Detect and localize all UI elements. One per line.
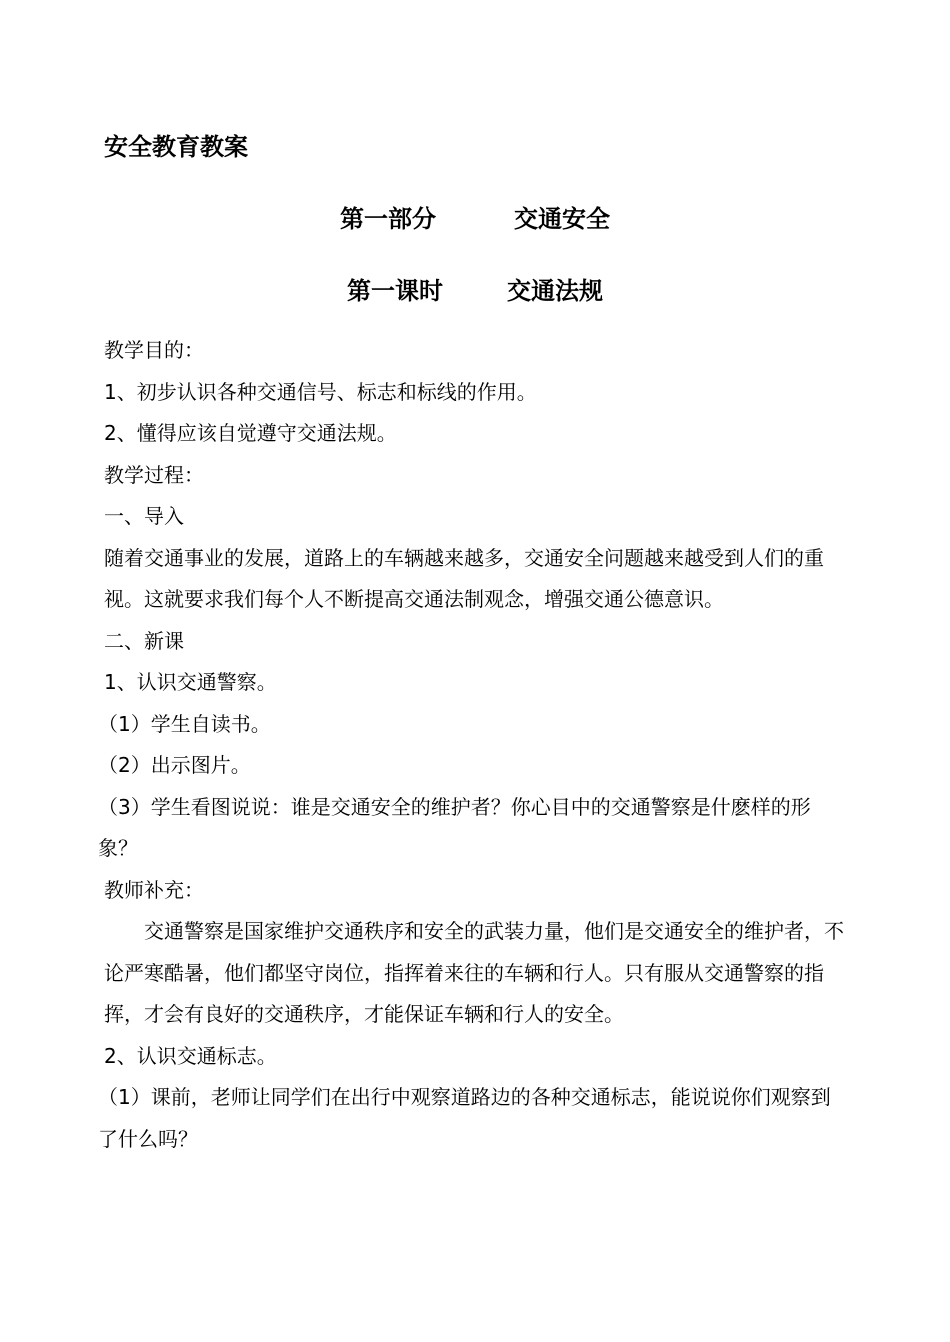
part-heading-topic: 交通安全 <box>514 205 610 233</box>
lesson-step-2-item-1: （1）课前，老师让同学们在出行中观察道路边的各种交通标志，能说说你们观察到了什么吗？ <box>98 1085 831 1151</box>
teacher-supplement-label: 教师补充： <box>104 877 204 902</box>
section-label-objectives: 教学目的： <box>104 338 204 362</box>
objective-item-1: 1、初步认识各种交通信号、标志和标线的作用。 <box>104 379 537 404</box>
lesson-step-1-item-2: （2）出示图片。 <box>98 753 251 777</box>
subheading-new-lesson: 二、新课 <box>104 628 184 653</box>
lesson-step-1-item-3: （3）学生看图说说：谁是交通安全的维护者？你心目中的交通警察是什麽样的形象？ <box>98 794 811 860</box>
lesson-heading <box>0 274 950 308</box>
lesson-step-1: 1、认识交通警察。 <box>104 670 277 694</box>
document-title: 安全教育教案 <box>104 133 248 161</box>
lesson-heading-label: 第一课时 <box>347 277 443 305</box>
document-body <box>98 330 849 1160</box>
section-label-process: 教学过程： <box>104 462 204 487</box>
part-heading <box>0 202 950 236</box>
teacher-supplement-paragraph: 交通警察是国家维护交通秩序和安全的武装力量，他们是交通安全的维护者，不论严寒酷暑，他们都坚守岗位，指挥着来往的车辆和行人。只有服从交通警察的指挥，才会有良好的交通秩序，才能保证车辆和行人的安全。 <box>104 919 844 1026</box>
introduction-paragraph: 随着交通事业的发展，道路上的车辆越来越多，交通安全问题越来越受到人们的重视。这就要求我们每个人不断提高交通法制观念，增强交通公德意识。 <box>104 545 824 611</box>
lesson-step-2: 2、认识交通标志。 <box>104 1043 277 1068</box>
subheading-introduction: 一、导入 <box>104 504 184 528</box>
objective-item-2: 2、懂得应该自觉遵守交通法规。 <box>104 421 397 445</box>
lesson-heading-topic: 交通法规 <box>507 277 603 305</box>
part-heading-label: 第一部分 <box>340 205 436 233</box>
lesson-step-1-item-1: （1）学生自读书。 <box>98 711 271 736</box>
